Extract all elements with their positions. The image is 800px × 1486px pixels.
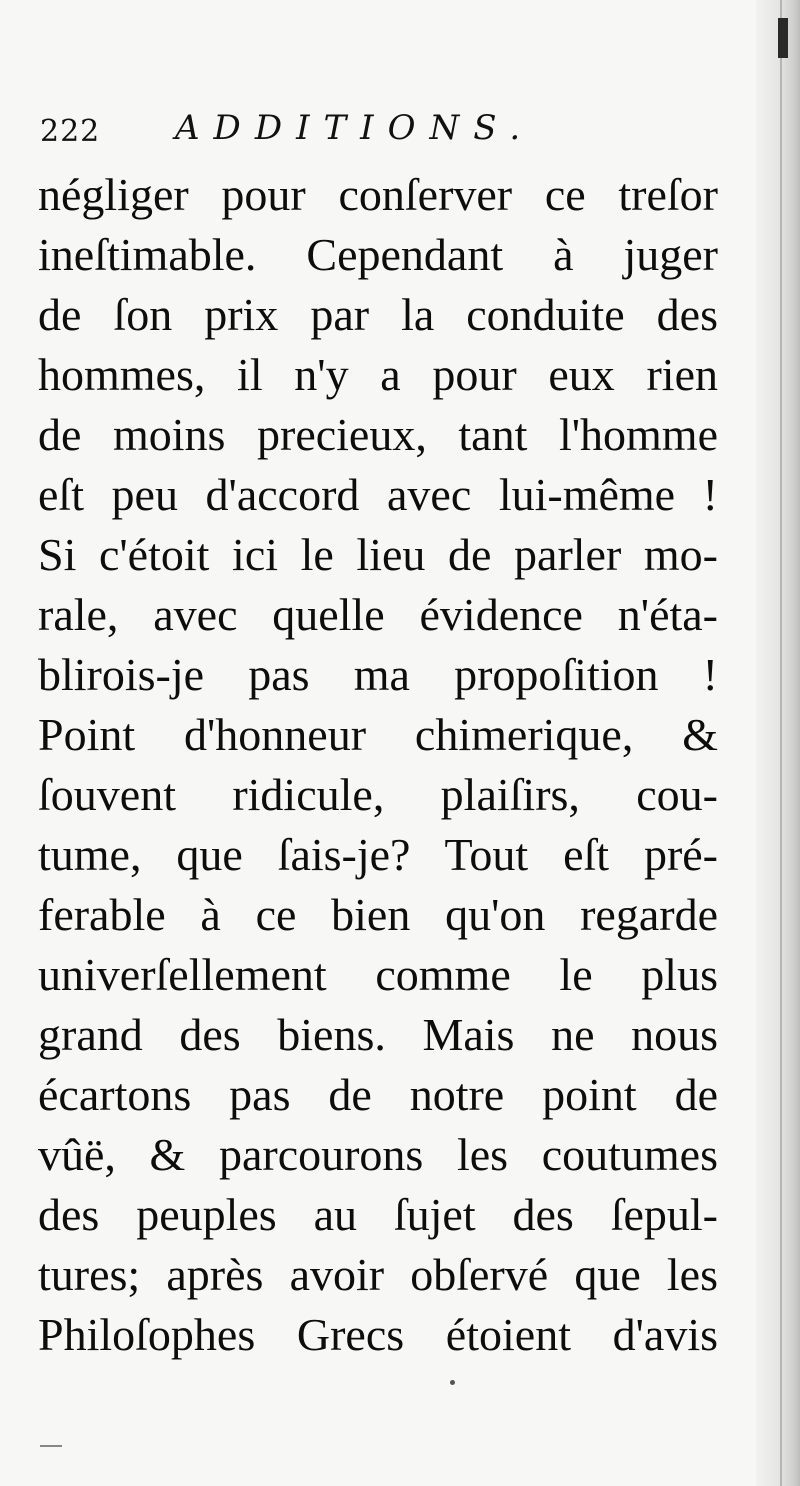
- running-head: ADDITIONS.: [175, 108, 535, 148]
- page-number: 222: [40, 114, 101, 149]
- text-line: de moins precieux, tant l'homme: [38, 409, 718, 460]
- text-line: tume, que ſais-je? Tout eſt pré-: [38, 829, 718, 880]
- text-line: Point d'honneur chimerique, &: [38, 709, 718, 760]
- text-line: vûë, & parcourons les coutumes: [38, 1129, 718, 1180]
- text-line: écartons pas de notre point de: [38, 1069, 718, 1120]
- text-line: eſt peu d'accord avec lui-même !: [38, 469, 718, 520]
- page-gutter: [756, 0, 800, 1486]
- ink-speck: [450, 1380, 455, 1385]
- text-line: grand des biens. Mais ne nous: [38, 1009, 718, 1060]
- text-line: Philoſophes Grecs étoient d'avis: [38, 1309, 718, 1360]
- text-line: ſouvent ridicule, plaiſirs, cou-: [38, 769, 718, 820]
- text-line: blirois-je pas ma propoſition !: [38, 649, 718, 700]
- body-text: [38, 165, 718, 1365]
- text-line: des peuples au ſujet des ſepul-: [38, 1189, 718, 1240]
- text-line: de ſon prix par la conduite des: [38, 289, 718, 340]
- page-header: [40, 100, 740, 160]
- text-line: ineſtimable. Cependant à juger: [38, 229, 718, 280]
- text-line: hommes, il n'y a pour eux rien: [38, 349, 718, 400]
- text-line: ferable à ce bien qu'on regarde: [38, 889, 718, 940]
- text-line: rale, avec quelle évidence n'éta-: [38, 589, 718, 640]
- page-edge: [780, 0, 782, 1486]
- ink-mark: [40, 1445, 62, 1447]
- text-line: tures; après avoir obſervé que les: [38, 1249, 718, 1300]
- text-line: négliger pour conſerver ce treſor: [38, 169, 718, 220]
- text-line: Si c'étoit ici le lieu de parler mo-: [38, 529, 718, 580]
- text-line: univerſellement comme le plus: [38, 949, 718, 1000]
- binding-mark: [778, 18, 788, 58]
